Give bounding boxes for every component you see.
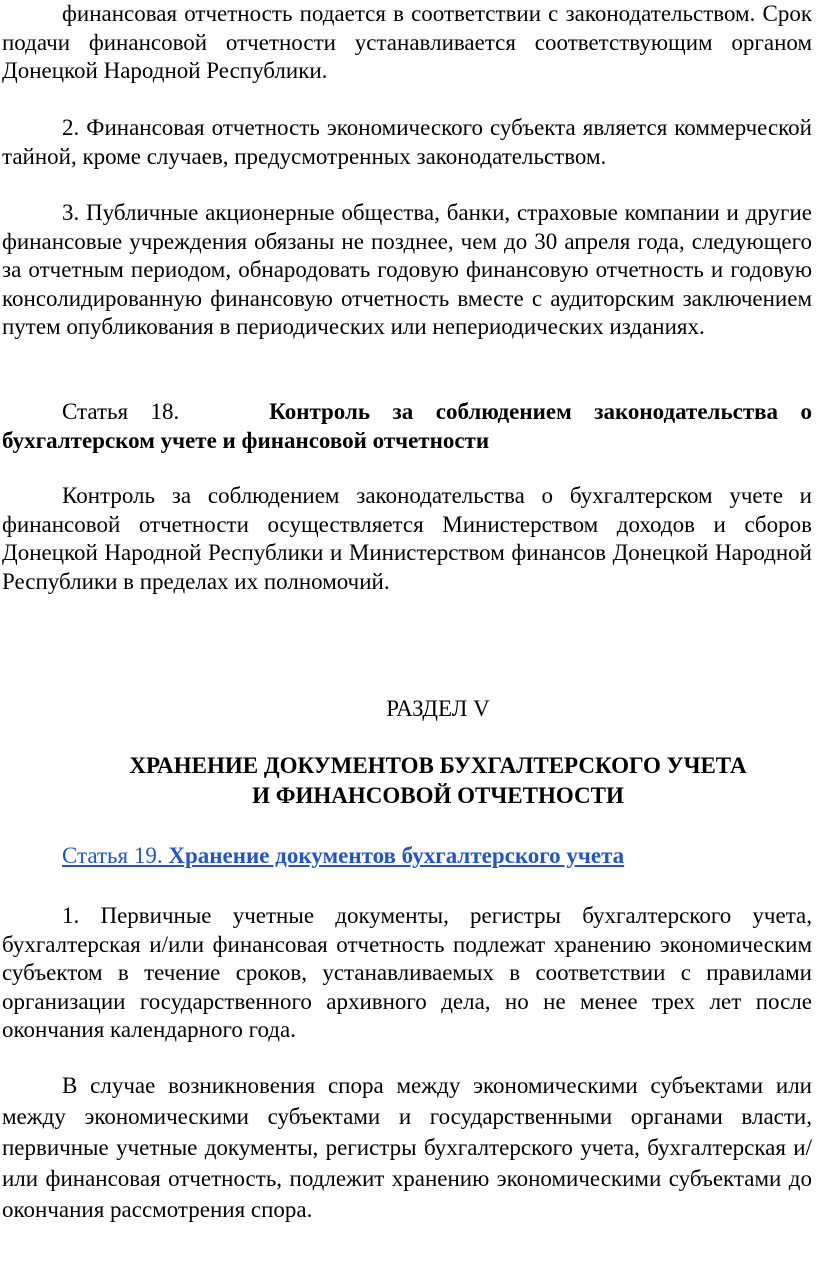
paragraph-2: 2. Финансовая отчетность экономического субъекта является коммерческой тайной, кроме случаев, предусмотренных законодательством. bbox=[2, 115, 812, 169]
article-19-link[interactable] bbox=[62, 843, 624, 868]
article-18-title: Контроль за соблюдением законодательства о бухгалтерском учете и финансовой отчетности bbox=[2, 399, 812, 453]
section-label: РАЗДЕЛ V bbox=[386, 696, 490, 721]
section-title-line-2: И ФИНАНСОВОЙ ОТЧЕТНОСТИ bbox=[252, 783, 624, 808]
article-19-heading bbox=[2, 842, 812, 871]
section-title-line-1: ХРАНЕНИЕ ДОКУМЕНТОВ БУХГАЛТЕРСКОГО УЧЕТА bbox=[129, 753, 747, 778]
paragraph-control: Контроль за соблюдением законодательства о бухгалтерском учете и финансовой отчетности осуществляется Министерством доходов и сборов Донецкой Народной Республики и Министерством финансов Донецкой Народной Республики в пределах их полномочий. bbox=[2, 483, 812, 594]
article-19-number: Статья 19. bbox=[62, 843, 163, 868]
paragraph-19-1: 1. Первичные учетные документы, регистры бухгалтерского учета, бухгалтерская и/или финансовая отчетность подлежат хранению экономическим субъектом в течение сроков, устанавливаемых в соответствии с правилами организации государственного архивного дела, но не менее трех лет после окончания календарного года. bbox=[2, 903, 812, 1042]
article-18-number: Статья 18. bbox=[62, 399, 180, 424]
article-18-heading bbox=[2, 398, 812, 455]
paragraph-3: 3. Публичные акционерные общества, банки, страховые компании и другие финансовые учреждения обязаны не позднее, чем до 30 апреля года, следующего за отчетным периодом, обнародовать годовую финансовую отчетность и годовую консолидированную финансовую отчетность вместе с аудиторским заключением путем опубликования в периодических или непериодических изданиях. bbox=[2, 200, 812, 339]
paragraph-19-2: В случае возникновения спора между экономическими субъектами или между экономическими субъектами и государственными органами власти, первичные учетные документы, регистры бухгалтерского учета, бухгалтерская и/или финансовая отчетность, подлежит хранению экономическими субъектами до окончания рассмотрения спора. bbox=[2, 1073, 812, 1222]
article-19-title: Хранение документов бухгалтерского учета bbox=[168, 843, 625, 868]
paragraph-continuation: финансовая отчетность подается в соответствии с законодательством. Срок подачи финансовой отчетности устанавливается соответствующим органом Донецкой Народной Республики. bbox=[2, 1, 812, 83]
